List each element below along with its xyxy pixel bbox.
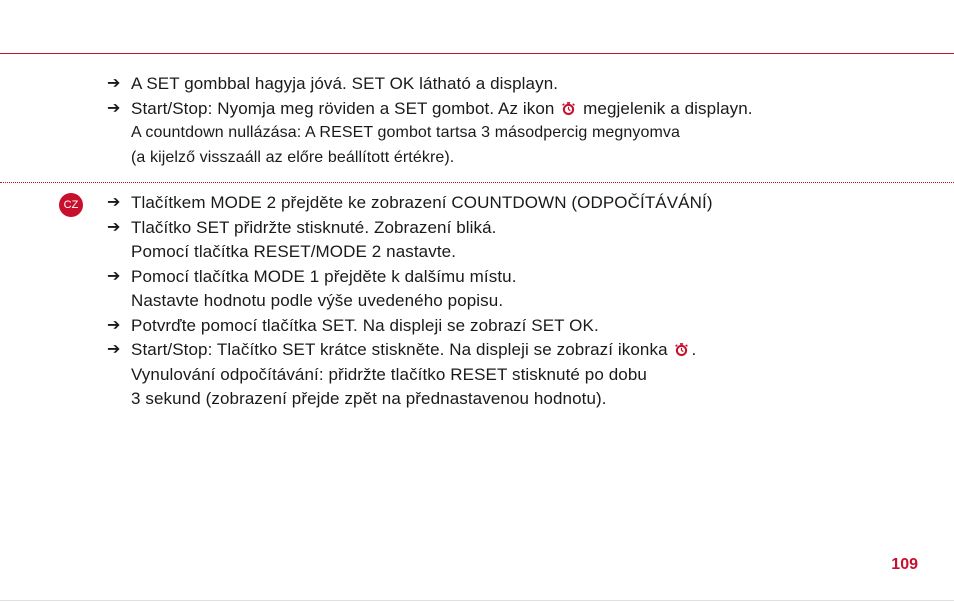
instruction-text: megjelenik a displayn. <box>583 98 753 118</box>
instruction-text: Vynulování odpočítávání: přidržte tlačítko RESET stisknuté po dobu <box>131 364 647 384</box>
instruction-text: 3 sekund (zobrazení přejde zpět na přednastavenou hodnotu). <box>131 389 607 408</box>
instruction-line <box>107 191 927 216</box>
arrow-icon: ➔ <box>107 99 121 117</box>
language-badge: CZ <box>59 193 83 217</box>
instruction-line <box>107 289 927 314</box>
top-divider <box>0 53 954 54</box>
instruction-line <box>107 146 927 171</box>
instruction-line <box>107 363 927 388</box>
czech-section <box>107 191 927 412</box>
instruction-text: Nastavte hodnotu podle výše uvedeného popisu. <box>131 291 504 310</box>
instruction-text: Tlačítko SET přidržte stisknuté. Zobrazení bliká. <box>131 217 497 237</box>
arrow-icon: ➔ <box>107 267 121 285</box>
instruction-line <box>107 216 927 241</box>
page-number: 109 <box>891 556 918 573</box>
instruction-text: A countdown nullázása: A RESET gombot tartsa 3 másodpercig megnyomva <box>131 124 681 141</box>
arrow-icon: ➔ <box>107 194 121 211</box>
instruction-line <box>107 240 927 265</box>
instruction-text: . <box>691 340 697 359</box>
instruction-line <box>107 338 927 363</box>
instruction-text: Pomocí tlačítka MODE 1 přejděte k dalšímu místu. <box>131 266 517 286</box>
hungarian-section <box>107 72 927 170</box>
arrow-icon: ➔ <box>107 75 121 92</box>
arrow-icon: ➔ <box>107 341 121 358</box>
instruction-line <box>107 314 927 339</box>
instruction-line <box>107 121 927 146</box>
instruction-text: Potvrďte pomocí tlačítka SET. Na displeji se zobrazí SET OK. <box>131 315 599 335</box>
arrow-icon: ➔ <box>107 218 121 236</box>
instruction-line <box>107 97 927 122</box>
instruction-line <box>107 387 927 412</box>
section-divider <box>0 182 954 183</box>
instruction-text: Tlačítkem MODE 2 přejděte ke zobrazení COUNTDOWN (ODPOČÍTÁVÁNÍ) <box>131 193 713 212</box>
instruction-text: A SET gombbal hagyja jóvá. SET OK látható a displayn. <box>131 74 559 93</box>
instruction-text: (a kijelző visszaáll az előre beállított értékre). <box>131 148 455 166</box>
instruction-text: Pomocí tlačítka RESET/MODE 2 nastavte. <box>131 242 457 261</box>
instruction-line <box>107 265 927 290</box>
arrow-icon: ➔ <box>107 316 121 334</box>
instruction-line <box>107 72 927 97</box>
stopwatch-icon <box>674 342 689 357</box>
bottom-divider <box>0 600 954 601</box>
instruction-text: Start/Stop: Tlačítko SET krátce stiskněte. Na displeji se zobrazí ikonka <box>131 340 668 359</box>
stopwatch-icon <box>561 101 576 116</box>
instruction-text: Start/Stop: Nyomja meg röviden a SET gombot. Az ikon <box>131 98 555 118</box>
